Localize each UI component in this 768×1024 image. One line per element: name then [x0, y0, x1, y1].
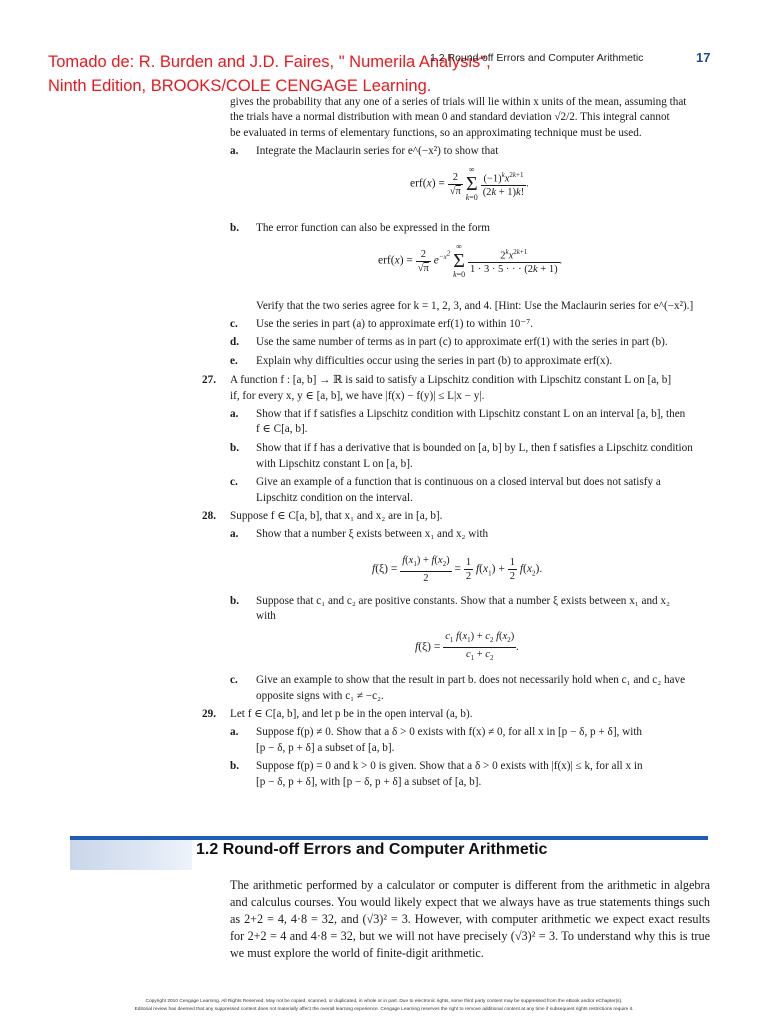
p26-intro-line-3: be evaluated in terms of elementary functions, so an approximating technique must be used. — [230, 127, 642, 139]
p26-part-d: Use the same number of terms as in part (c) to approximate erf(1) with the series in part (b). — [256, 336, 668, 348]
problem-number-28: 28. — [202, 510, 216, 522]
equation-mean-value: f(ξ) = $\frac{f(x_1) + f(x_2)}{2}$ = $\frac{1}{2}$ $f(x_1)$ + $\frac{1}{2}$ $f(x_2)$. — [372, 555, 543, 585]
p26-part-c: Use the series in part (a) to approximate erf(1) to within 10⁻⁷. — [256, 318, 533, 330]
equation-weighted-mean: f(ξ) = $\frac{c_1 f(x_1) + c_2 f(x_2)}{c_1 + c_2}$ . — [415, 631, 520, 663]
label-d: d. — [230, 336, 240, 348]
p27-part-c-line-1: Give an example of a function that is continuous on a closed interval but does not satisfy a — [256, 476, 661, 488]
problem-number-29: 29. — [202, 708, 216, 720]
p28-part-b-line-1: Suppose that c₁ and c₂ are positive constants. Show that a number ξ exists between x₁ and x₂ — [256, 595, 670, 607]
p26-part-b: The error function can also be expressed in the form — [256, 222, 490, 234]
p29-part-a-line-2: [p − δ, p + δ] a subset of [a, b]. — [256, 742, 395, 754]
p29-part-b-line-2: [p − δ, p + δ], with [p − δ, p + δ] a subset of [a, b]. — [256, 776, 482, 788]
label-c: c. — [230, 318, 238, 330]
p26-verify: Verify that the two series agree for k = 1, 2, 3, and 4. [Hint: Use the Maclaurin series for e^(−x²).] — [256, 300, 694, 312]
equation-erf-maclaurin: erf(x) = $\frac{2}{√\pi}$ ∞ Σ k=0 $\frac{(-1)^kx^{2k+1}}{(2k + 1)k!}$ . — [410, 165, 530, 202]
source-citation-line-2: Ninth Edition, BROOKS/COLE CENGAGE Learning. — [48, 77, 432, 95]
p27-part-b-line-2: with Lipschitz constant L on [a, b]. — [256, 458, 413, 470]
problem-number-27: 27. — [202, 374, 216, 386]
equation-erf-alternate: erf(x) = $\frac{2}{√\pi}$ $e^{-x^2}$ ∞ Σ k=0 $\frac{2^kx^{2k+1}}{1 \cdot 3 \cdot 5 \cdot \cdot \cdot (2k + 1)}$ . — [378, 242, 563, 279]
p28-intro: Suppose f ∈ C[a, b], that x₁ and x₂ are in [a, b]. — [230, 510, 443, 522]
p26-part-e: Explain why difficulties occur using the series in part (b) to approximate erf(x). — [256, 355, 613, 367]
p27-part-a-line-1: Show that if f satisfies a Lipschitz condition with Lipschitz constant L on an interval [a, b], then — [256, 408, 686, 420]
p26-intro-line-1: gives the probability that any one of a series of trials will lie within x units of the mean, assuming that — [230, 96, 687, 108]
label-b: b. — [230, 595, 240, 607]
p28-part-b-line-2: with — [256, 610, 276, 622]
copyright-line-2: Editorial review has deemed that any suppressed content does not materially affect the overall learning experience. Cengage Learning reserves the right to remove additional content at any time if subsequent rights restrictions require it. — [134, 1007, 634, 1012]
label-a: a. — [230, 145, 239, 157]
label-a: a. — [230, 726, 239, 738]
p29-intro: Let f ∈ C[a, b], and let p be in the open interval (a, b). — [230, 708, 473, 720]
p28-part-a: Show that a number ξ exists between x₁ and x₂ with — [256, 528, 489, 540]
p28-part-c-line-2: opposite signs with c₁ ≠ −c₂. — [256, 690, 384, 702]
label-c: c. — [230, 674, 238, 686]
equation-erf-alternate-text — [378, 243, 379, 257]
p27-part-b-line-1: Show that if f has a derivative that is bounded on [a, b] by L, then f satisfies a Lipschitz condition — [256, 442, 693, 454]
p27-intro-line-2: if, for every x, y ∈ [a, b], we have |f(x) − f(y)| ≤ L|x − y|. — [230, 390, 485, 402]
equation-weighted-mean-text — [415, 630, 416, 644]
source-citation-line-1: Tomado de: R. Burden and J.D. Faires, " Numerila Analysis", — [48, 53, 491, 71]
label-b: b. — [230, 222, 240, 234]
label-b: b. — [230, 442, 240, 454]
copyright-line-1: Copyright 2010 Cengage Learning. All Rights Reserved. May not be copied, scanned, or duplicated, in whole or in part. Due to electronic rights, some third party content may be suppressed from the eBook and/or eChapter(s). — [145, 999, 623, 1004]
section-title: 1.2 Round-off Errors and Computer Arithmetic — [196, 841, 548, 858]
label-e: e. — [230, 355, 238, 367]
label-b: b. — [230, 760, 240, 772]
p27-part-c-line-2: Lipschitz condition on the interval. — [256, 492, 413, 504]
section-intro-paragraph: The arithmetic performed by a calculator or computer is different from the arithmetic in algebra and calculus courses. You would likely expect that we always have as true statements things such as 2+2 = 4, 4·8 = 32, and (√3)² = 3. However, with computer arithmetic we expect exact results for 2+2 = 4 and 4·8 = 32, but we will not have precisely (√3)² = 3. To understand why this is true we must explore the world of finite-digit arithmetic. — [230, 878, 710, 960]
p29-part-b-line-1: Suppose f(p) = 0 and k > 0 is given. Show that a δ > 0 exists with |f(x)| ≤ k, for all x in — [256, 760, 643, 772]
p27-intro-line-1: A function f : [a, b] → ℝ is said to satisfy a Lipschitz condition with Lipschitz constant L on [a, b] — [230, 374, 672, 386]
p27-part-a-line-2: f ∈ C[a, b]. — [256, 423, 308, 435]
p28-part-c-line-1: Give an example to show that the result in part b. does not necessarily hold when c₁ and c₂ have — [256, 674, 686, 686]
p26-part-a: Integrate the Maclaurin series for e^(−x²) to show that — [256, 145, 499, 157]
section-header-decoration — [70, 840, 192, 870]
running-section-title: 1.2 Round-off Errors and Computer Arithmetic — [430, 52, 644, 64]
label-a: a. — [230, 528, 239, 540]
p26-intro-line-2: the trials have a normal distribution with mean 0 and standard deviation √2/2. This integral cannot — [230, 111, 670, 123]
label-c: c. — [230, 476, 238, 488]
label-a: a. — [230, 408, 239, 420]
equation-mean-value-text — [372, 554, 373, 568]
equation-erf-maclaurin-text — [410, 166, 411, 180]
p29-part-a-line-1: Suppose f(p) ≠ 0. Show that a δ > 0 exists with f(x) ≠ 0, for all x in [p − δ, p + δ], with — [256, 726, 643, 738]
page-number: 17 — [696, 50, 711, 65]
